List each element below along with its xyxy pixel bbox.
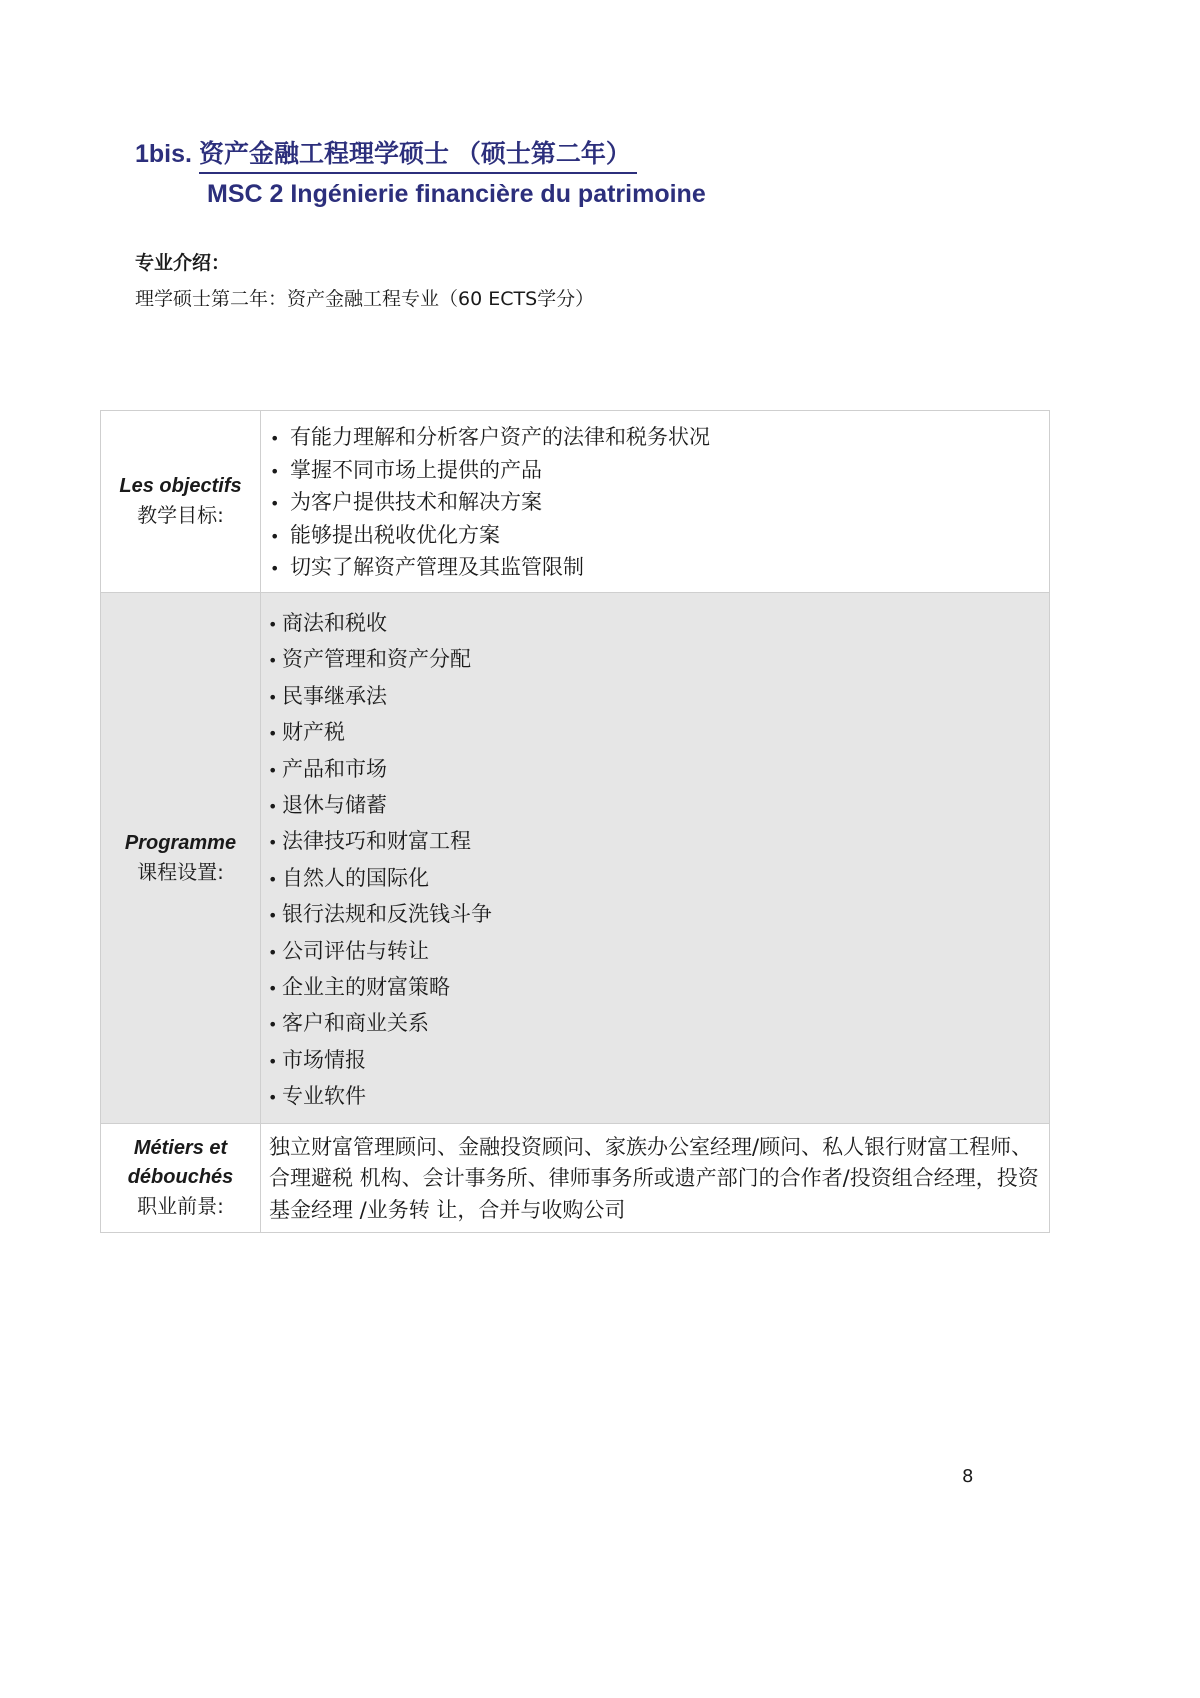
list-item: • 市场情报: [268, 1043, 1048, 1079]
list-item: • 为客户提供技术和解决方案: [270, 487, 1048, 520]
program-title-fr: MSC 2 Ingénierie financière du patrimoine: [207, 180, 706, 208]
careers-label-fr-line2: débouchés: [127, 1166, 234, 1189]
bullet-icon: •: [268, 651, 278, 671]
programme-list: [262, 594, 1048, 1122]
list-item: • 企业主的财富策略: [268, 970, 1048, 1006]
list-item: • 切实了解资产管理及其监管限制: [270, 552, 1048, 585]
programme-label-cn: 课程设置:: [137, 859, 224, 884]
bullet-icon: •: [268, 979, 278, 999]
bullet-icon: •: [268, 687, 278, 707]
bullet-icon: •: [268, 906, 278, 926]
list-item: • 产品和市场: [268, 752, 1048, 788]
section-number: 1bis.: [135, 140, 192, 168]
bullet-icon: •: [268, 833, 278, 853]
page-number: 8: [962, 1466, 974, 1487]
careers-label-fr-line1: Métiers et: [133, 1137, 228, 1160]
bullet-icon: •: [270, 429, 280, 448]
programme-label: [101, 592, 261, 1123]
program-title-cn: 资产金融工程理学硕士 （硕士第二年）: [199, 134, 637, 174]
list-item: • 资产管理和资产分配: [268, 642, 1048, 678]
list-item: • 自然人的国际化: [268, 861, 1048, 897]
careers-row: [101, 1123, 1050, 1233]
objectives-label-fr: Les objectifs: [119, 475, 242, 498]
careers-label: [101, 1123, 261, 1233]
list-item: • 商法和税收: [268, 606, 1048, 642]
bullet-icon: •: [270, 461, 280, 481]
objectives-label: [101, 411, 261, 593]
list-item: • 公司评估与转让: [268, 934, 1048, 970]
list-item: • 民事继承法: [268, 679, 1048, 715]
bullet-icon: •: [268, 942, 278, 962]
list-item: • 能够提出税收优化方案: [270, 520, 1048, 553]
intro-text: 理学硕士第二年：资产金融工程专业（60 ECTS学分）: [135, 288, 595, 310]
list-item: • 银行法规和反洗钱斗争: [268, 897, 1048, 933]
bullet-icon: •: [268, 1088, 278, 1108]
bullet-icon: •: [270, 494, 280, 514]
bullet-icon: •: [270, 526, 280, 546]
list-item: • 客户和商业关系: [268, 1006, 1048, 1042]
bullet-icon: •: [270, 559, 280, 579]
bullet-icon: •: [268, 760, 278, 780]
list-item: • 有能力理解和分析客户资产的法律和税务状况: [270, 422, 1048, 455]
objectives-content: [261, 411, 1050, 593]
objectives-row: [101, 411, 1050, 593]
objectives-label-cn: 教学目标:: [137, 503, 224, 528]
bullet-icon: •: [268, 869, 278, 889]
page-heading: [135, 134, 706, 209]
heading-line-cn: [135, 134, 706, 174]
list-item: • 财产税: [268, 715, 1048, 751]
list-item: • 退休与储蓄: [268, 788, 1048, 824]
list-item: • 专业软件: [268, 1079, 1048, 1115]
bullet-icon: •: [268, 724, 278, 744]
careers-content: 独立财富管理顾问、金融投资顾问、家族办公室经理/顾问、私人银行财富工程师、合理避税 机构、会计事务所、律师事务所或遗产部门的合作者/投资组合经理，投资基金经理 /业务转 让，合并与收购公司: [261, 1123, 1050, 1233]
programme-label-fr: Programme: [124, 831, 237, 854]
list-item: • 掌握不同市场上提供的产品: [270, 455, 1048, 488]
bullet-icon: •: [268, 1051, 278, 1071]
intro-label: 专业介绍：: [135, 252, 231, 274]
programme-row: [101, 592, 1050, 1123]
bullet-icon: •: [268, 1015, 278, 1035]
bullet-icon: •: [268, 797, 278, 816]
careers-label-cn: 职业前景:: [137, 1194, 224, 1219]
programme-content: [261, 592, 1050, 1123]
objectives-list: [262, 412, 1048, 591]
bullet-icon: •: [268, 614, 278, 634]
list-item: • 法律技巧和财富工程: [268, 824, 1048, 860]
program-info-table: [100, 410, 1050, 1233]
